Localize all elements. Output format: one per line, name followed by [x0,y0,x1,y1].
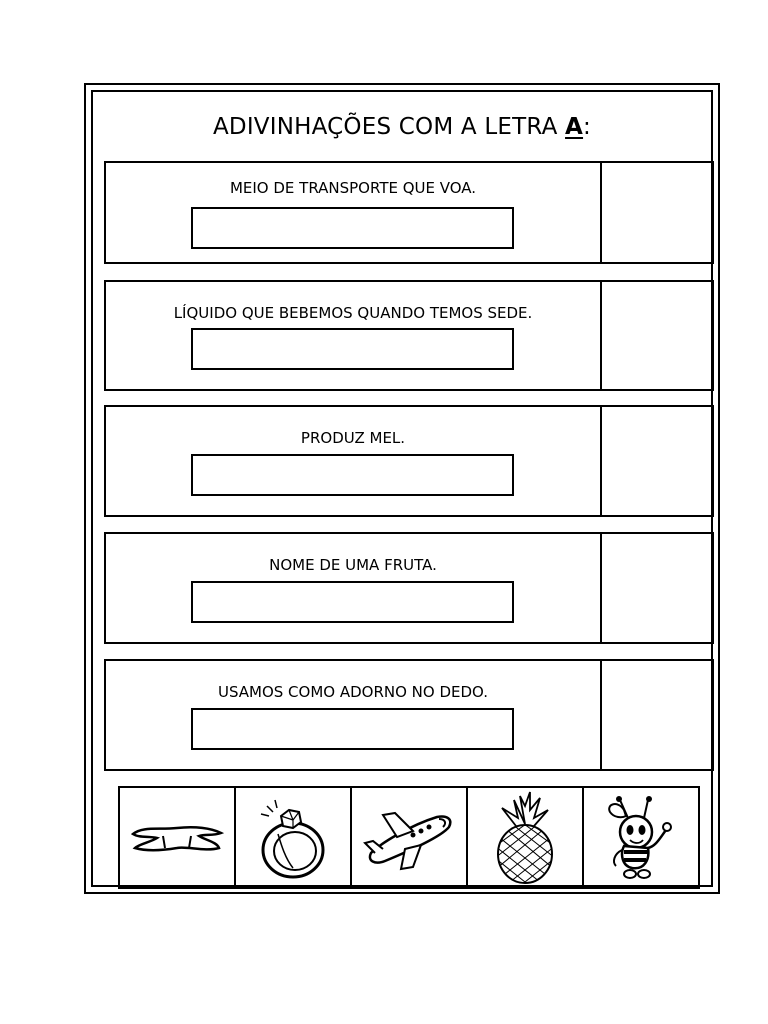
picture-cell-pineapple [468,788,584,887]
riddle-divider [600,534,602,642]
answer-field[interactable] [191,207,514,249]
picture-cell-water [120,788,236,887]
riddle-divider [600,661,602,769]
riddle-divider [600,282,602,389]
title-letter: A [565,114,584,140]
riddle-question: LÍQUIDO QUE BEBEMOS QUANDO TEMOS SEDE. [173,304,533,322]
answer-field[interactable] [191,708,514,750]
riddle-question: PRODUZ MEL. [300,429,406,447]
pineapple-icon [490,790,560,886]
title-suffix: : [583,114,591,140]
riddle-question: NOME DE UMA FRUTA. [269,556,437,574]
bee-icon [596,796,686,880]
picture-cell-ring [236,788,352,887]
riddle-question: USAMOS COMO ADORNO NO DEDO. [217,683,489,701]
riddle-divider [600,407,602,515]
riddle-box-4 [104,532,714,644]
answer-field[interactable] [191,581,514,623]
title-text: ADIVINHAÇÕES COM A LETRA [212,114,566,140]
riddle-box-2 [104,280,714,391]
picture-strip [118,786,700,889]
riddle-box-1 [104,161,714,264]
picture-cell-airplane [352,788,468,887]
airplane-icon [361,803,457,873]
answer-field[interactable] [191,454,514,496]
riddle-box-3 [104,405,714,517]
picture-cell-bee [584,788,698,887]
riddle-box-5 [104,659,714,771]
page-title [91,114,713,140]
riddle-question: MEIO DE TRANSPORTE QUE VOA. [229,179,477,197]
riddle-divider [600,163,602,262]
answer-field[interactable] [191,328,514,370]
water-puddle-icon [129,818,225,858]
ring-icon [253,794,333,882]
